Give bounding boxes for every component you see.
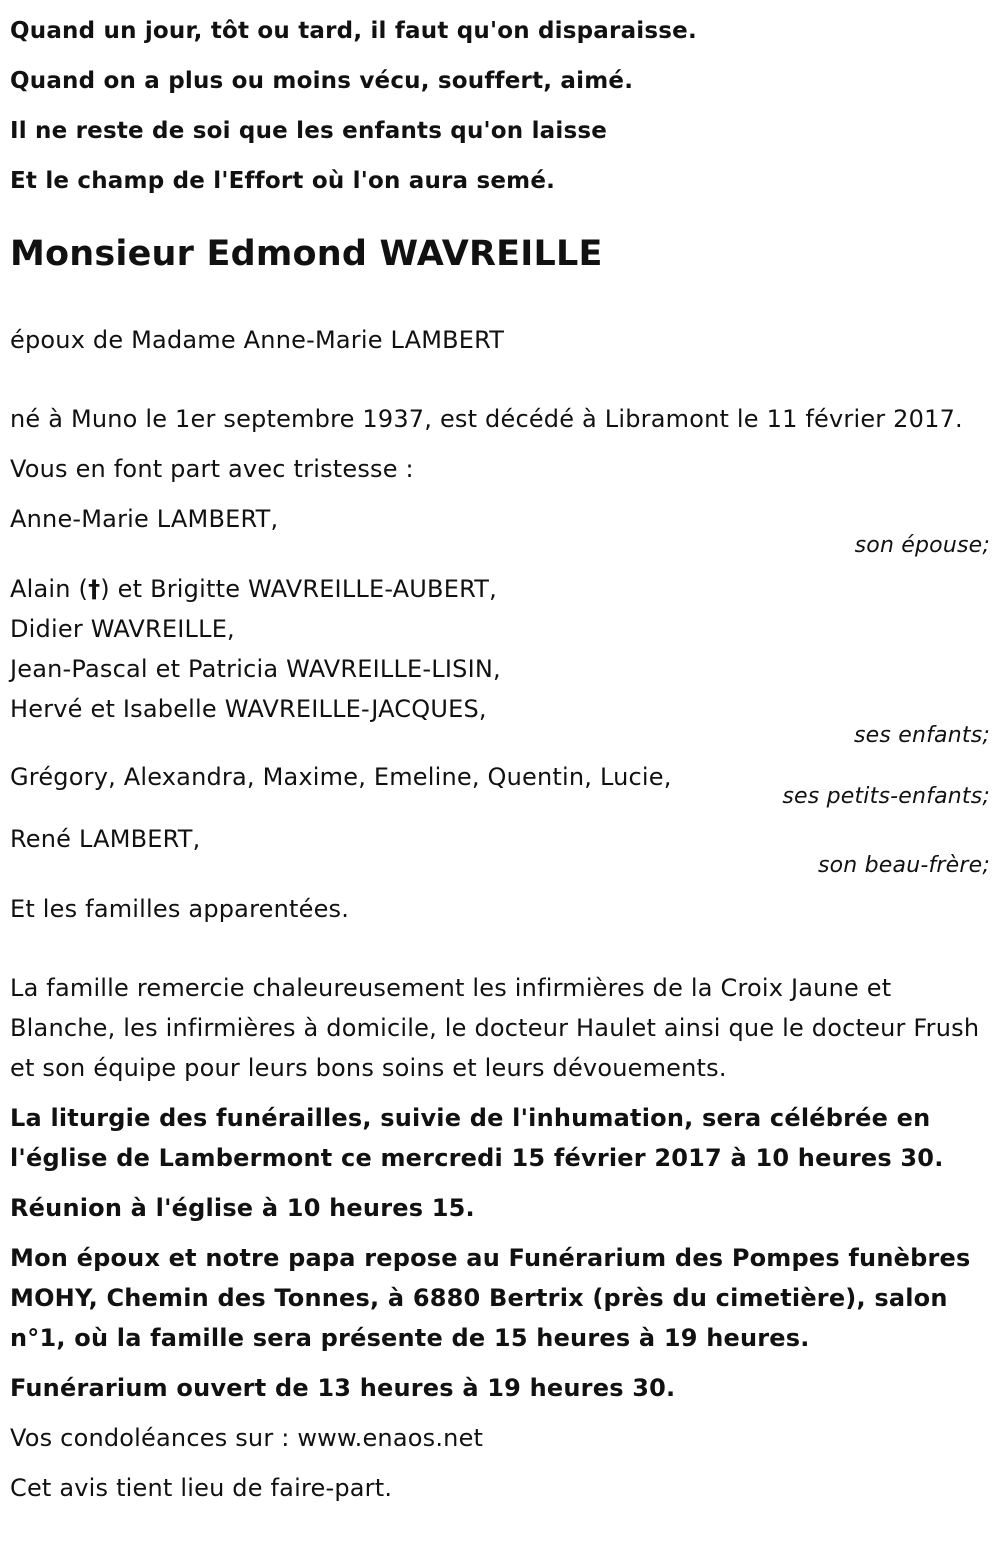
obituary-notice [10,0,990,1508]
child-name-suffix: ) et Brigitte WAVREILLE-AUBERT, [100,575,497,603]
grandchildren-names: Grégory, Alexandra, Maxime, Emeline, Quentin, Lucie, [10,763,672,791]
spouse-relation: son épouse; [854,533,990,558]
deceased-name: Monsieur Edmond WAVREILLE [10,234,603,274]
funeral-meeting: Réunion à l'église à 10 heures 15. [10,1194,475,1222]
children-relation: ses enfants; [853,723,990,748]
spouse-line: époux de Madame Anne-Marie LAMBERT [10,326,505,354]
grandchildren-relation: ses petits-enfants; [782,784,990,809]
announcement-intro: Vous en font part avec tristesse : [10,455,414,483]
brother-in-law-name: René LAMBERT, [10,825,201,853]
poem-line: Et le champ de l'Effort où l'on aura semé. [10,168,556,194]
poem-line: Quand on a plus ou moins vécu, souffert, aimé. [10,68,634,94]
funeral-liturgy: La liturgie des funérailles, suivie de l'inhumation, sera célébrée en l'église de Lambermont ce mercredi 15 février 2017 à 10 heures 30. [10,1104,944,1172]
grandchildren-group [10,757,990,809]
poem-line: Quand un jour, tôt ou tard, il faut qu'on disparaisse. [10,18,697,44]
birth-death-line: né à Muno le 1er septembre 1937, est décédé à Libramont le 11 février 2017. [10,405,963,433]
spouse-group [10,499,990,559]
funerarium-opening: Funérarium ouvert de 13 heures à 19 heures 30. [10,1374,676,1402]
child-line: Didier WAVREILLE, [10,615,235,643]
children-group [10,569,990,749]
families-line: Et les familles apparentées. [10,895,350,923]
child-line: Jean-Pascal et Patricia WAVREILLE-LISIN, [10,655,501,683]
brother-in-law-group [10,819,990,879]
child-name-prefix: Alain ( [10,575,89,603]
spouse-name: Anne-Marie LAMBERT, [10,505,279,533]
funerarium-info: Mon époux et notre papa repose au Funérarium des Pompes funèbres MOHY, Chemin des Tonnes, à 6880 Bertrix (près du cimetière), salon n°1, où la famille sera présente de 15 heures à 19 heures. [10,1244,971,1352]
condolences-line: Vos condoléances sur : www.enaos.net [10,1424,484,1452]
child-line: Hervé et Isabelle WAVREILLE-JACQUES, [10,695,487,723]
poem-line: Il ne reste de soi que les enfants qu'on laisse [10,118,608,144]
child-line [10,569,990,609]
deceased-cross-icon: † [88,575,101,603]
brother-in-law-relation: son beau-frère; [817,853,990,878]
notice-line: Cet avis tient lieu de faire-part. [10,1474,393,1502]
poem [10,0,990,206]
thanks-paragraph: La famille remercie chaleureusement les infirmières de la Croix Jaune et Blanche, les infirmières à domicile, le docteur Haulet ainsi que le docteur Frush et son équipe pour leurs bons soins et leurs dévouements. [10,974,980,1082]
